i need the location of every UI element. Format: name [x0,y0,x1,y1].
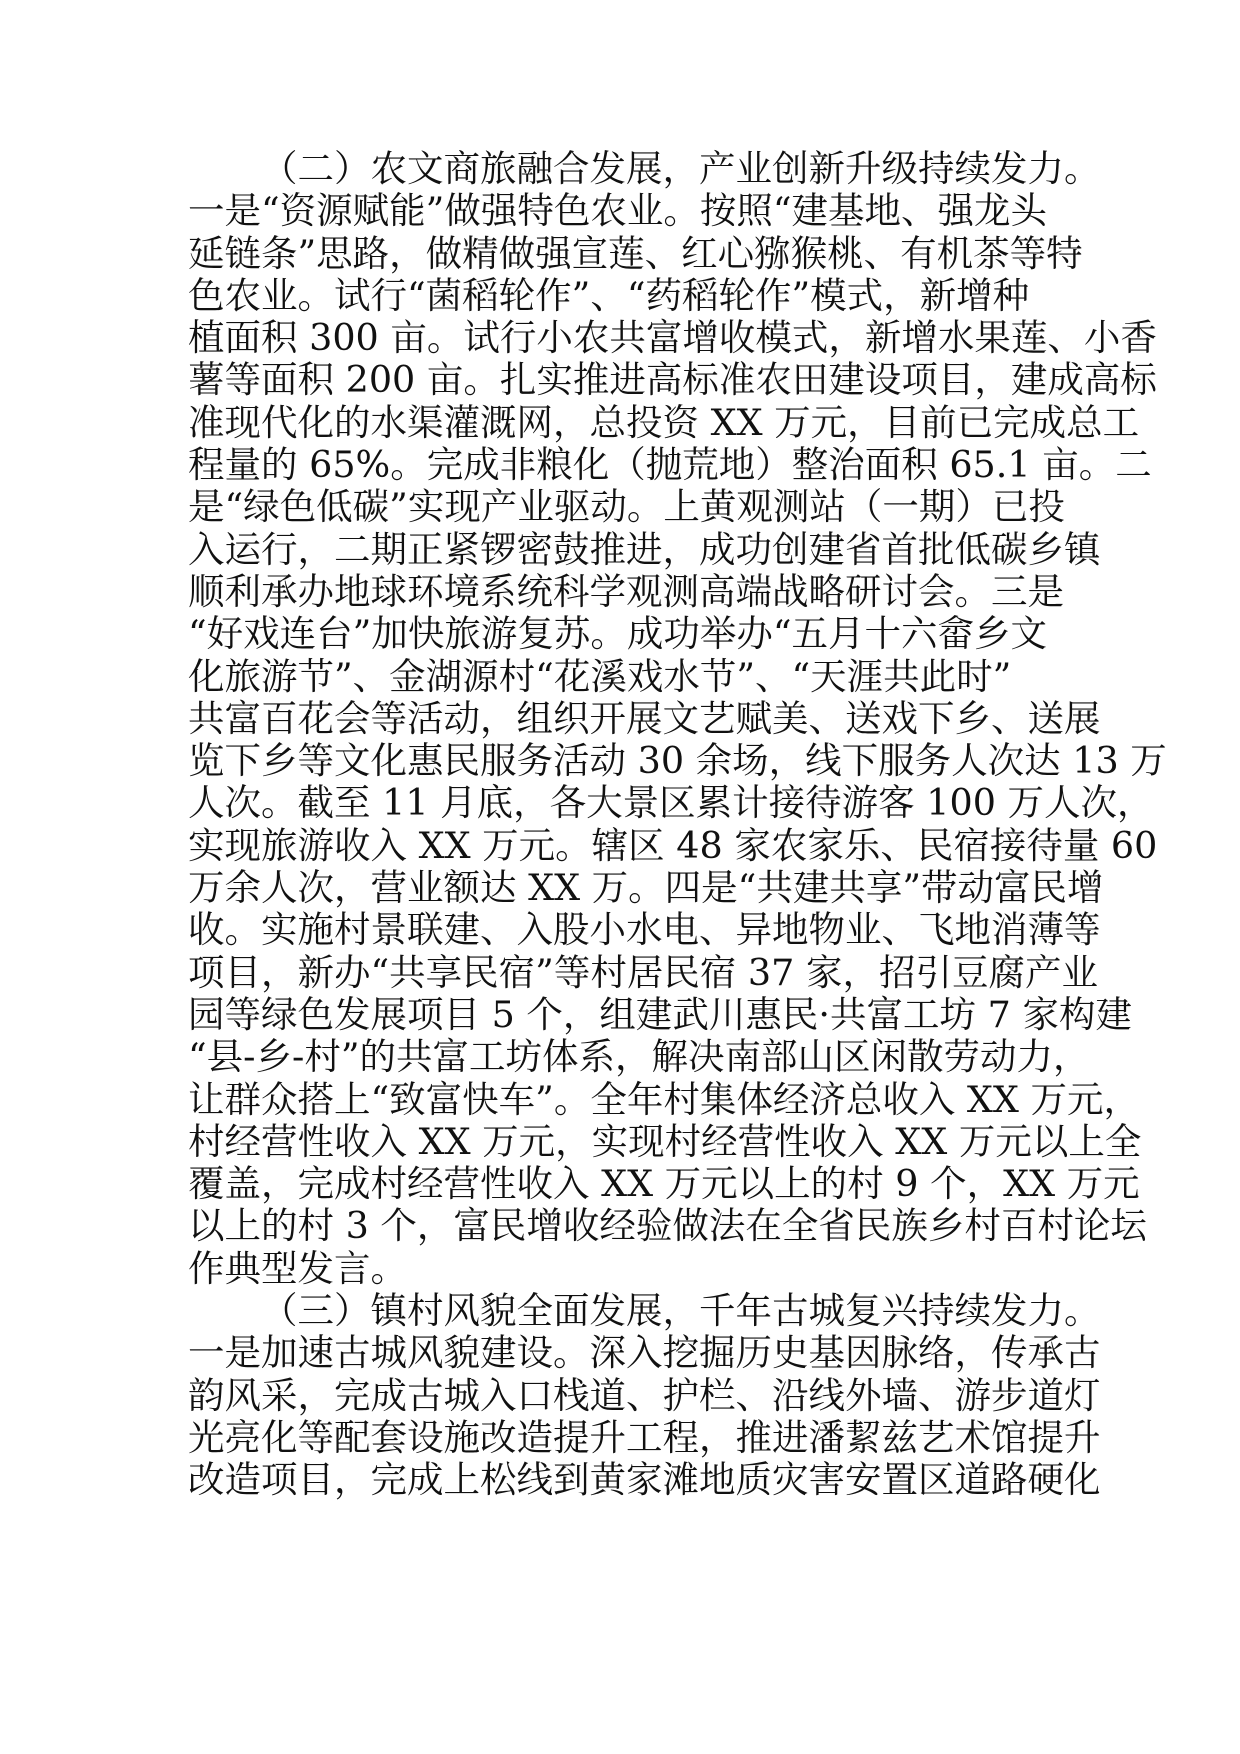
text-line: 改造项目，完成上松线到黄家滩地质灾害安置区道路硬化 [188,1458,1101,1502]
text-line: 延链条”思路，做精做强宣莲、红心猕猴桃、有机茶等特 [188,231,1083,275]
text-line: 共富百花会等活动，组织开展文艺赋美、送戏下乡、送展 [188,696,1101,740]
text-line: 化旅游节”、金湖源村“花溪戏水节”、“天涯共此时” [188,654,1012,698]
text-line: 程量的 65%。完成非粮化（抛荒地）整治面积 65.1 亩。二 [188,443,1152,487]
section-2-paragraph [188,147,1167,1290]
document-page [188,147,1167,1502]
text-line: 覆盖，完成村经营性收入 XX 万元以上的村 9 个，XX 万元 [188,1162,1140,1206]
text-line: 项目，新办“共享民宿”等村居民宿 37 家，招引豆腐产业 [188,950,1098,994]
text-line: 一是“资源赋能”做强特色农业。按照“建基地、强龙头 [188,189,1047,233]
text-line: 入运行，二期正紧锣密鼓推进，成功创建省首批低碳乡镇 [188,527,1101,571]
text-line: 植面积 300 亩。试行小农共富增收模式，新增水果莲、小香 [188,316,1157,360]
text-line: 村经营性收入 XX 万元，实现村经营性收入 XX 万元以上全 [188,1119,1142,1163]
text-line: “好戏连台”加快旅游复苏。成功举办“五月十六畲乡文 [188,612,1047,656]
text-line: 收。实施村景联建、入股小水电、异地物业、飞地消薄等 [188,908,1101,952]
text-line: 色农业。试行“菌稻轮作”、“药稻轮作”模式，新增种 [188,273,1030,317]
text-line: 让群众搭上“致富快车”。全年村集体经济总收入 XX 万元， [188,1077,1140,1121]
text-line: 一是加速古城风貌建设。深入挖掘历史基因脉络，传承古 [188,1331,1101,1375]
text-line: 薯等面积 200 亩。扎实推进高标准农田建设项目，建成高标 [188,358,1157,402]
text-line: 光亮化等配套设施改造提升工程，推进潘絜兹艺术馆提升 [188,1415,1101,1459]
section-heading-line: （二）农文商旅融合发展，产业创新升级持续发力。 [261,147,1101,190]
text-line: 准现代化的水渠灌溉网，总投资 XX 万元，目前已完成总工 [188,400,1140,444]
text-line: 实现旅游收入 XX 万元。辖区 48 家农家乐、民宿接待量 60 [188,823,1158,867]
section-heading-line: （三）镇村风貌全面发展，千年古城复兴持续发力。 [261,1289,1101,1333]
text-line: “县-乡-村”的共富工坊体系，解决南部山区闲散劳动力， [188,1035,1090,1079]
text-line: 人次。截至 11 月底，各大景区累计接待游客 100 万人次， [188,781,1154,825]
text-line: 览下乡等文化惠民服务活动 30 余场，线下服务人次达 13 万 [188,739,1167,783]
text-line: 作典型发言。 [188,1246,407,1290]
text-line: 顺利承办地球环境系统科学观测高端战略研讨会。三是 [188,569,1064,613]
text-line: 以上的村 3 个，富民增收经验做法在全省民族乡村百村论坛 [188,1204,1147,1248]
text-line: 万余人次，营业额达 XX 万。四是“共建共享”带动富民增 [188,866,1104,910]
text-line: 是“绿色低碳”实现产业驱动。上黄观测站（一期）已投 [188,485,1065,529]
section-3-paragraph [188,1289,1101,1502]
text-line: 韵风采，完成古城入口栈道、护栏、沿线外墙、游步道灯 [188,1373,1101,1417]
text-line: 园等绿色发展项目 5 个，组建武川惠民·共富工坊 7 家构建 [188,992,1132,1036]
